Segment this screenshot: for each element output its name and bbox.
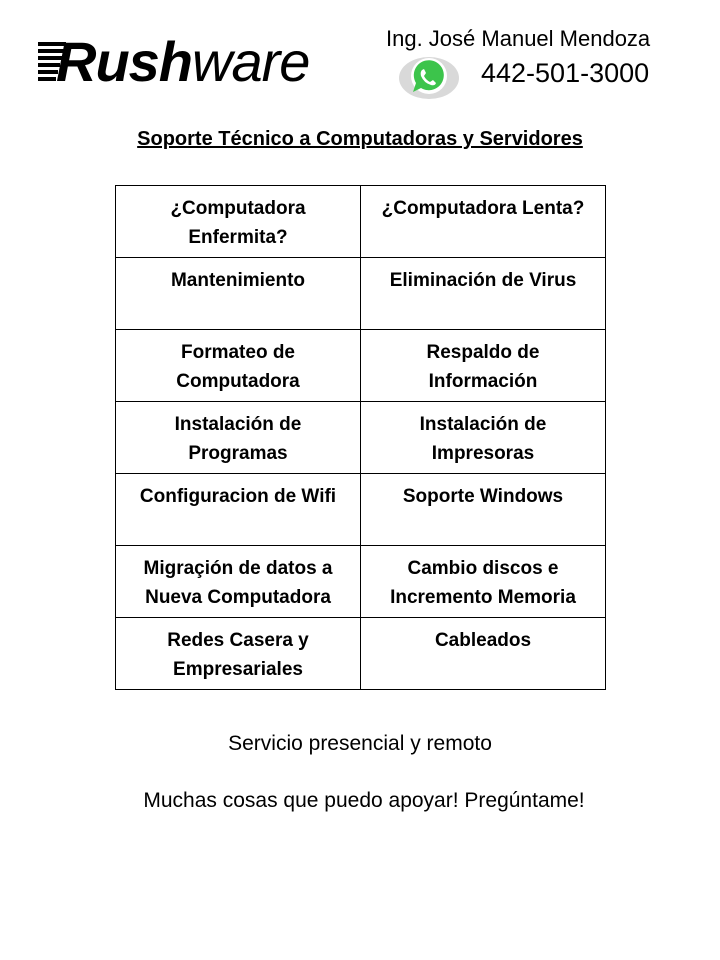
service-cell: Cambio discos e Incremento Memoria [361, 546, 606, 618]
rushware-logo [38, 30, 310, 93]
table-row [116, 330, 606, 402]
service-cell: ¿Computadora Lenta? [361, 186, 606, 258]
service-cell: ¿Computadora Enfermita? [116, 186, 361, 258]
service-cell: Redes Casera y Empresariales [116, 618, 361, 690]
service-cell: Cableados [361, 618, 606, 690]
table-row [116, 546, 606, 618]
service-cell: Respaldo de Información [361, 330, 606, 402]
table-row [116, 618, 606, 690]
service-cell: Instalación de Impresoras [361, 402, 606, 474]
logo-text [56, 32, 309, 92]
table-row [116, 474, 606, 546]
call-to-action-text: Muchas cosas que puedo apoyar! Pregúntame! [143, 789, 585, 812]
table-row [116, 186, 606, 258]
service-cell: Soporte Windows [361, 474, 606, 546]
whatsapp-icon [398, 54, 460, 100]
contact-phone: 442-501-3000 [481, 58, 650, 88]
service-cell: Eliminación de Virus [361, 258, 606, 330]
service-mode-text: Servicio presencial y remoto [228, 732, 492, 755]
logo-text-light: ware [192, 30, 310, 93]
services-table [115, 185, 606, 690]
logo-text-bold: Rush [56, 30, 192, 93]
page-title: Soporte Técnico a Computadoras y Servidores [137, 128, 583, 150]
contact-name: Ing. José Manuel Mendoza [386, 26, 651, 51]
table-row [116, 258, 606, 330]
service-cell: Migraçión de datos a Nueva Computadora [116, 546, 361, 618]
service-cell: Formateo de Computadora [116, 330, 361, 402]
service-cell: Instalación de Programas [116, 402, 361, 474]
service-cell: Configuracion de Wifi [116, 474, 361, 546]
service-cell: Mantenimiento [116, 258, 361, 330]
table-row [116, 402, 606, 474]
